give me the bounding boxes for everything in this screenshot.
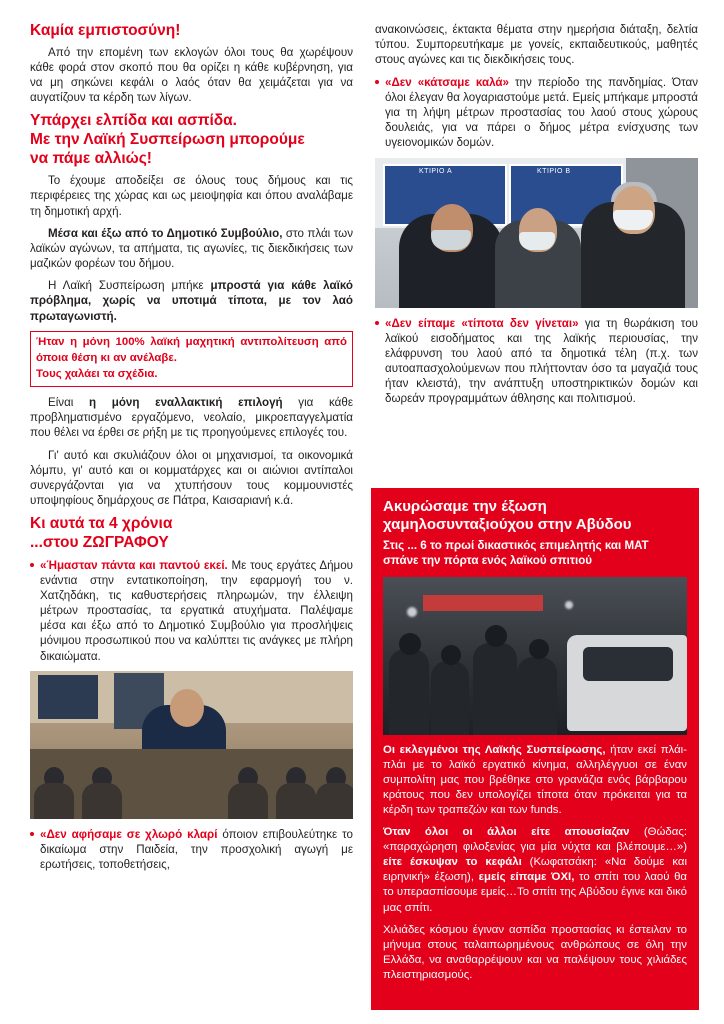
photo-face-mask bbox=[431, 230, 471, 250]
photo-person-body bbox=[34, 783, 74, 819]
bullet1-rest: Με τους εργάτες Δήμου ενάντια στην εντατικοποίηση, την εφαρμογή του ν. Χατζηδάκη, τις καθυστερήσεις πληρωμών, την έλλειψη μέτρων προστασίας, τα εργατικά ατυχήματα. Παλέψαμε μέσα και έξω από το Δημοτικό Συμβούλιο για προσλήψεις μόνιμου προσωπικού που να καλύπτει τις ανάγκες με πλήρη δικαιώματα. bbox=[40, 558, 354, 663]
photo-person-head bbox=[485, 625, 507, 647]
photo-board-label-a: ΚΤΙΡΙΟ Α bbox=[419, 167, 453, 175]
photo-light bbox=[407, 607, 417, 617]
paragraph-right-top: ανακοινώσεις, έκτακτα θέματα στην ημερήσια διάταξη, δελτία τύπου. Συμπορευτήκαμε με γονείς, εκπαιδευτικούς, μαθητές στους αγώνες και τις διεκδικήσεις τους. bbox=[375, 23, 698, 67]
bullet-paragraph-den-eipame-tipota bbox=[375, 316, 698, 407]
photo-speaker-head bbox=[170, 689, 204, 727]
photo-face-mask bbox=[519, 232, 555, 250]
panel-p1-bold: Οι εκλεγμένοι της Λαϊκής Συσπείρωσης, bbox=[383, 744, 606, 757]
section-title-line3: να πάμε αλλιώς! bbox=[30, 149, 152, 167]
paragraph-section2-p4 bbox=[30, 395, 353, 441]
photo-person-body bbox=[228, 783, 268, 819]
photo-crowd-eviction bbox=[383, 577, 687, 735]
right-column-inner bbox=[375, 22, 698, 1010]
photo-person-head bbox=[529, 639, 549, 659]
highlight-quote-box bbox=[30, 331, 353, 387]
bullet2-bold: «Δεν αφήσαμε σε χλωρό κλαρί bbox=[40, 827, 218, 841]
paragraph-section2-p3 bbox=[30, 278, 353, 324]
paragraph-section2-p3-b: μπροστά για κάθε λαϊκό πρόβλημα, χωρίς να υποτιμά τίποτα, με τον λαό πρωταγωνιστή. bbox=[30, 279, 353, 323]
two-column-layout bbox=[30, 22, 698, 1010]
section3-title-line2: ...στου ΖΩΓΡΑΦΟΥ bbox=[30, 533, 169, 551]
paragraph-section2-p2-rest: στο πλάι των λαϊκών αγώνων, τα απήματα, τις αγωνίες, τις διεκδικήσεις των μαζικών φορέων του δήμου. bbox=[30, 226, 353, 271]
photo-person-body bbox=[473, 643, 517, 735]
photo-banner bbox=[423, 595, 543, 611]
panel-p2-rest-3: το σπίτι του λαού θα το υπερασπίσουμε εμείς…Το σπίτι της Αβύδου έγινε και δικό μας σπίτι. bbox=[383, 871, 687, 914]
panel-p2-bold-3: εμείς είπαμε ΌΧΙ, bbox=[478, 871, 575, 884]
right-bullet2-rest: για τη θωράκιση του λαϊκού εισοδήματος και της λαϊκής περιουσίας, την ελάφρυνση του λαού από τα δημοτικά τέλη (π.χ. των αυτοαπασχολούμενων που πλήττονταν όσο τα μαγαζιά τους ήταν κλειστά), την ανάπτυξη υποστηρικτικών δομών και δωρεάν προγραμμάτων άθλησης και πολιτισμού. bbox=[385, 316, 698, 406]
photo-person-body bbox=[82, 783, 122, 819]
section-title-ki-afta-ta-4-xronia bbox=[30, 515, 353, 552]
panel-subtitle-line2: σπάνε την πόρτα ενός λαϊκού σπιτιού bbox=[383, 554, 593, 568]
right-column bbox=[373, 22, 698, 1010]
paragraph-section2-p4-a: Είναι bbox=[48, 396, 90, 410]
photo-person-body bbox=[517, 657, 557, 735]
paragraph-section2-p2-bold: Μέσα και έξω από το Δημοτικό Συμβούλιο, bbox=[48, 226, 283, 240]
panel-p1-rest: ήταν εκεί πλάι-πλάι με το λαϊκό εργατικό κίνημα, αλληλέγγυοι σε έναν συμπολίτη μας που βρέθηκε στο γρανάζια ενός βάρβαρου κράτους που δεν υπολογίζει τίποτα όταν πρόκειται για τα κέρδη των τραπεζών και των funds. bbox=[383, 744, 687, 817]
paragraph-section2-p5: Γι' αυτό και σκυλιάζουν όλοι οι μηχανισμοί, τα οικονομικά λόμπυ, γι' αυτό και οι κομματάρχες και οι αιώνιοι αντίπαλοι συνεργάζονται για να χτυπήσουν τους κομμουνιστές υποψηφίους δημάρχους σε Πάτρα, Καισαριανή κ.ά. bbox=[30, 448, 353, 508]
photo-car-window bbox=[583, 647, 673, 681]
bullet-paragraph-den-afisame bbox=[30, 827, 353, 873]
section-title-kamia-empistosyni: Καμία εμπιστοσύνη! bbox=[30, 22, 181, 39]
right-bullet2-bold: «Δεν είπαμε «τίποτα δεν γίνεται» bbox=[385, 316, 579, 330]
bullet-paragraph-den-katsame-kala bbox=[375, 75, 698, 151]
quote-line2: Τους χαλάει τα σχέδια. bbox=[36, 368, 158, 381]
paragraph-section1-p1: Από την επομένη των εκλογών όλοι τους θα χωρέψουν κάθε φορά στον σκοπό που θα ορίζει η κάθε κυβέρνηση, για να μη σηκώνει κεφάλι ο λαός όταν θα χειμάζεται για να αυγατίζουν τα κέρδη των λίγων. bbox=[30, 45, 353, 105]
photo-person-head bbox=[399, 633, 421, 655]
photo-light bbox=[565, 601, 573, 609]
panel-subtitle-line1: Στις ... 6 το πρωί δικαστικός επιμελητής και ΜΑΤ bbox=[383, 539, 649, 553]
photo-two-men-boards bbox=[375, 158, 698, 308]
panel-p2-rest-2: (Κωφατσάκη: «Να δούμε και ειρηνική» έξωση), bbox=[383, 856, 687, 884]
photo-board-label-b: ΚΤΙΡΙΟ Β bbox=[537, 167, 571, 175]
bullet1-bold: «Ήμασταν πάντα και παντού εκεί. bbox=[40, 558, 228, 572]
left-column bbox=[30, 22, 355, 1010]
red-highlight-panel bbox=[371, 488, 699, 1010]
panel-title-line2: χαμηλοσυνταξιούχου στην Αβύδου bbox=[383, 515, 632, 533]
panel-paragraph-3: Χιλιάδες κόσμου έγιναν ασπίδα προστασίας κι έστειλαν το μήνυμα στους ταλαιπωρημένους ανθρώπους σε όλη την Ελλάδα, να αναθαρρέψουν και να παλέψουν τους χιλιάδες πλειστηριασμούς. bbox=[383, 923, 687, 981]
panel-p2-bold-1: Όταν όλοι οι άλλοι είτε απουσίαζαν bbox=[383, 826, 630, 839]
photo-person-body bbox=[316, 783, 353, 819]
paragraph-section2-p4-c: για κάθε προβληματισμένο εργαζόμενο, νεολαίο, μικροεπαγγελματία που θέλει να έρθει σε ρήξη με τις προηγούμενες επιλογές του. bbox=[30, 396, 353, 440]
paragraph-section2-p2 bbox=[30, 226, 353, 272]
panel-paragraph-1 bbox=[383, 743, 687, 818]
quote-line1: Ήταν η μόνη 100% λαϊκή μαχητική αντιπολίτευση από όποια θέση κι αν ανέλαβε. bbox=[36, 335, 347, 364]
panel-paragraph-2 bbox=[383, 825, 687, 915]
right-bullet1-rest: την περίοδο της πανδημίας. Όταν όλοι έλεγαν θα λογαριαστούμε μετά. Εμείς μπήκαμε μπροστά για τη λήψη μέτρων προστασίας του λαού στους χώρους δουλειάς, για να πάρει ο δήμος μέτρα ενίσχυσης των υγειονομικών δομών. bbox=[385, 75, 698, 150]
panel-subtitle bbox=[383, 539, 687, 569]
section-title-line2: Με την Λαϊκή Συσπείρωση μπορούμε bbox=[30, 130, 305, 148]
panel-p2-bold-2: είτε έσκυψαν το κεφάλι bbox=[383, 856, 522, 869]
photo-person-head bbox=[441, 645, 461, 665]
paragraph-section2-p4-b: η μόνη εναλλακτική επιλογή bbox=[89, 396, 283, 410]
photo-meeting-zografou bbox=[30, 671, 353, 819]
bullet2-rest: όποιον επιβουλεύτηκε το δικαίωμα στην Παιδεία, την προσχολική αγωγή με ερωτήσεις, τοποθετήσεις, bbox=[40, 827, 353, 872]
photo-person-body bbox=[276, 783, 316, 819]
panel-title bbox=[383, 498, 687, 533]
panel-p2-rest-1: (Θώδας: «παραχώρηση φιλοξενίας για μία νύχτα και βλέπουμε…») bbox=[383, 826, 687, 854]
right-bullet1-bold: «Δεν «κάτσαμε καλά» bbox=[385, 75, 509, 89]
section-title-yparxei-elpida bbox=[30, 112, 353, 168]
section-title-line1: Υπάρχει ελπίδα και ασπίδα. bbox=[30, 112, 237, 130]
bullet-paragraph-imastan-panta bbox=[30, 558, 353, 664]
photo-window bbox=[38, 675, 98, 719]
section3-title-line1: Κι αυτά τα 4 χρόνια bbox=[30, 515, 173, 533]
photo-person-body bbox=[389, 649, 429, 735]
photo-face-mask bbox=[613, 210, 653, 230]
paragraph-section2-p1: Το έχουμε αποδείξει σε όλους τους δήμους και τις περιφέρειες της χώρας και ως μειοψηφία και όπου αναλάβαμε τη δημοτική αρχή. bbox=[30, 174, 353, 218]
paragraph-section2-p3-a: Η Λαϊκή Συσπείρωση μπήκε bbox=[48, 279, 211, 293]
photo-person-body bbox=[431, 661, 469, 735]
panel-title-line1: Ακυρώσαμε την έξωση bbox=[383, 498, 547, 515]
